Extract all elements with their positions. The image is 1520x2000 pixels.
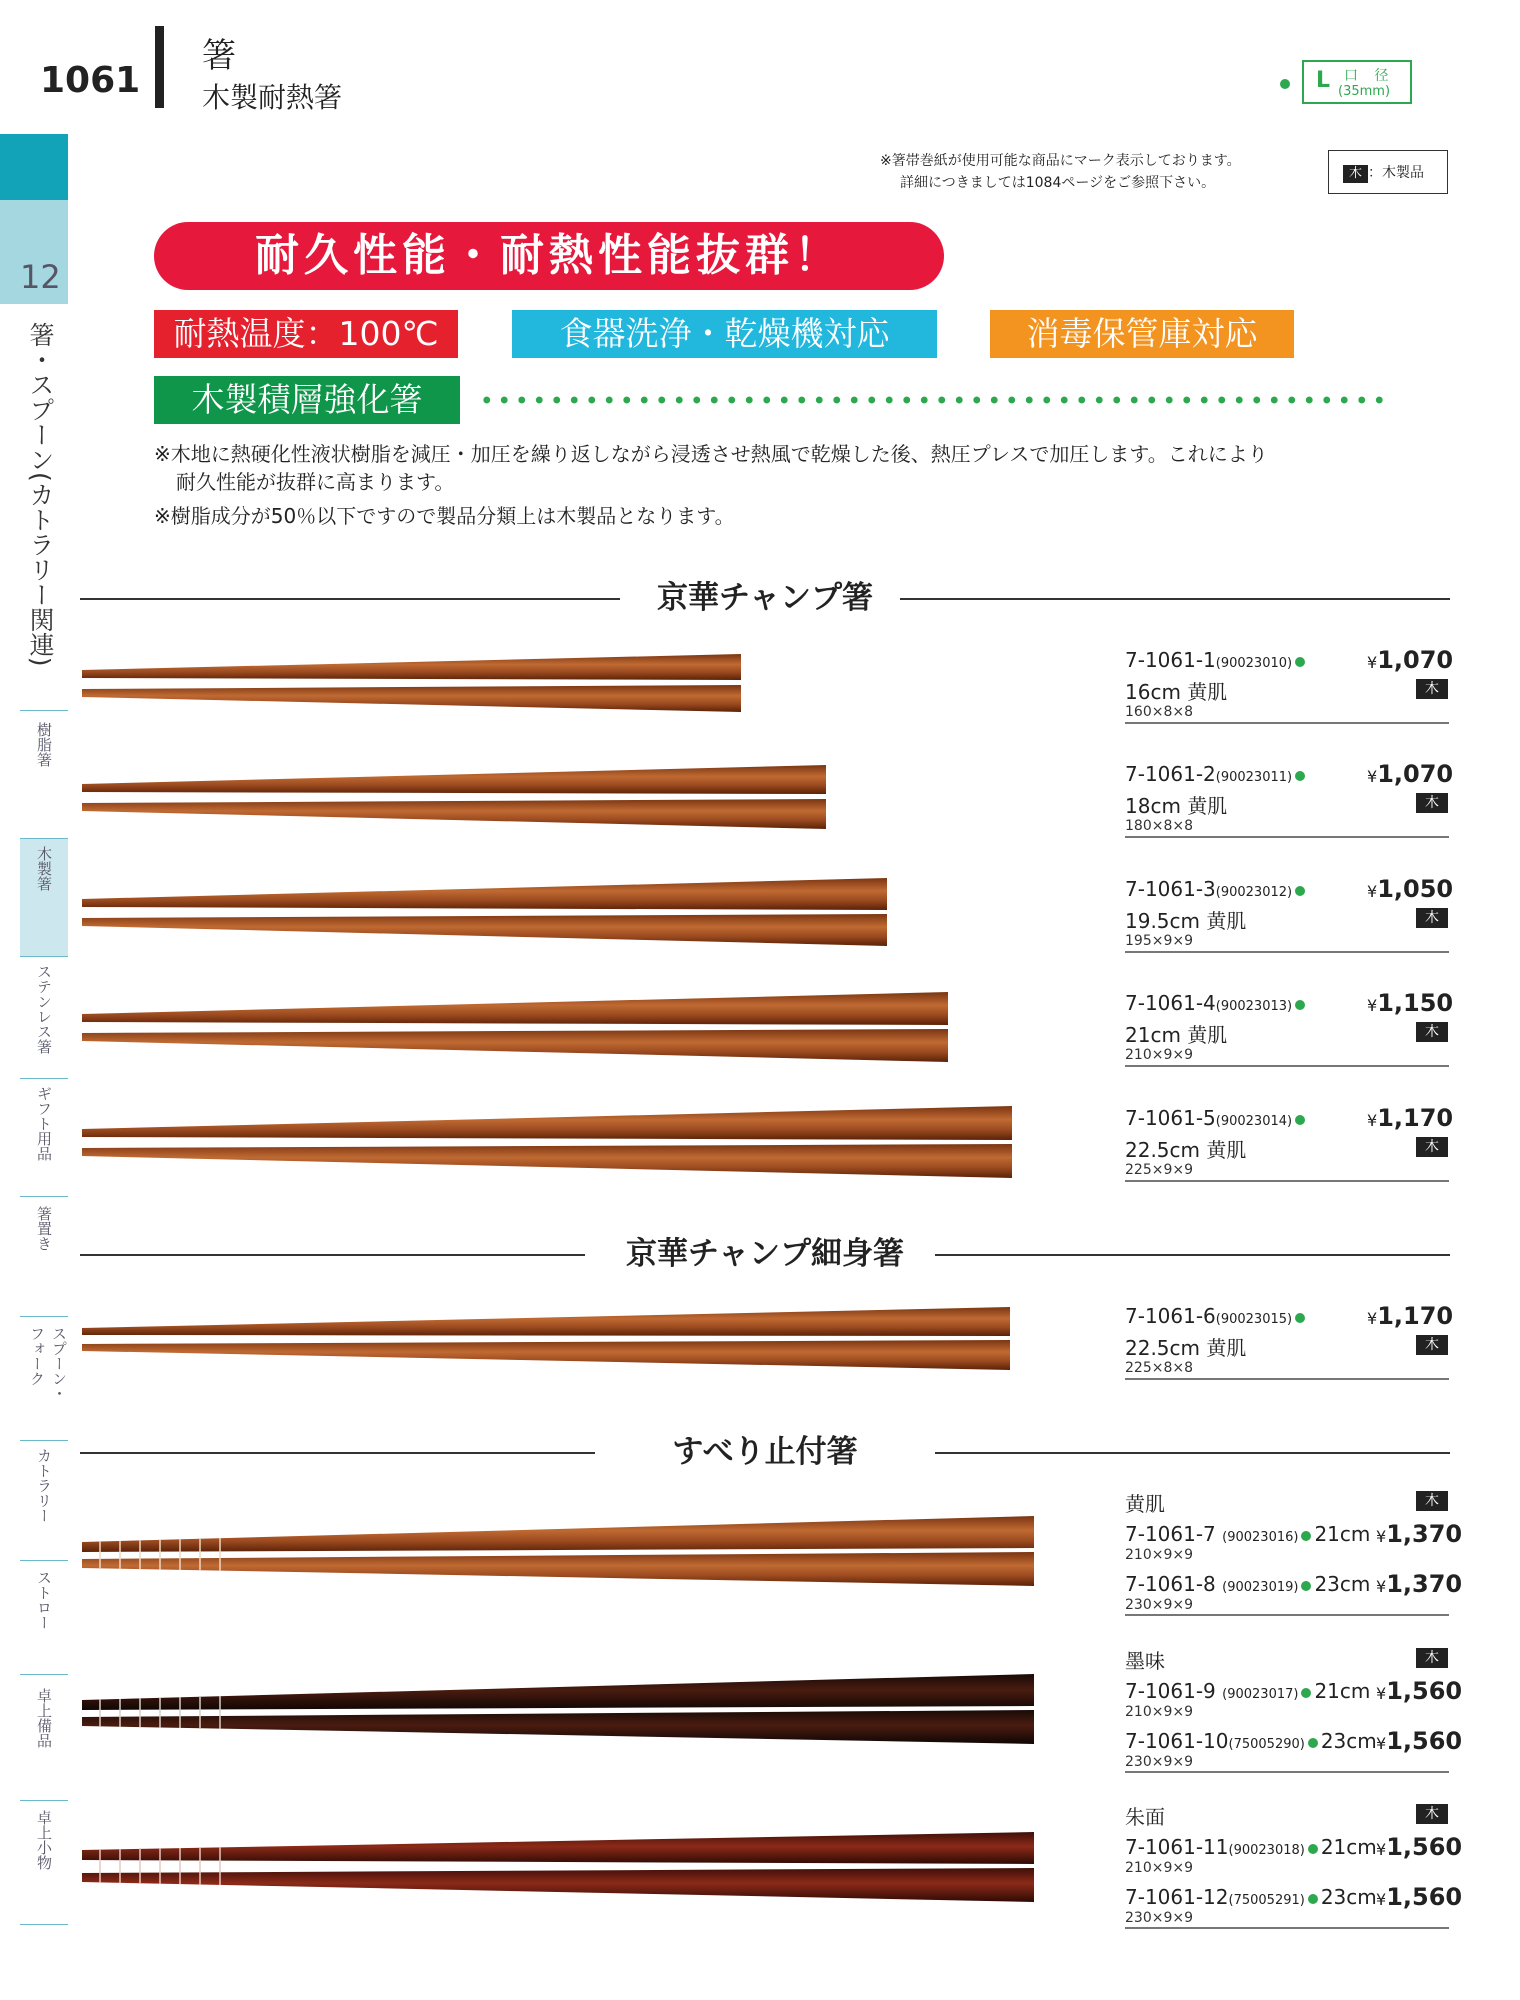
- product-size: 21cm: [1314, 1679, 1371, 1703]
- section-number: 12: [20, 258, 61, 296]
- jan-code: (75005291): [1228, 1893, 1305, 1908]
- jan-code: (90023012): [1215, 885, 1293, 900]
- product-code: 7-1061-8: [1125, 1572, 1216, 1596]
- product-rule: [1125, 951, 1449, 953]
- chopstick-pair-1: [82, 654, 741, 712]
- product-dims: 230×9×9: [1125, 1754, 1193, 1770]
- chopstick-pair-6: [82, 1307, 1010, 1370]
- product-rule: [1125, 722, 1449, 724]
- price: [1367, 1302, 1453, 1330]
- price: [1367, 875, 1453, 903]
- section-title-slim: 京華チャンプ細身箸: [625, 1236, 905, 1272]
- price: [1376, 1677, 1462, 1705]
- chopstick-pair-3: [82, 878, 887, 946]
- sidebar-item-stainless[interactable]: ステンレス箸: [35, 964, 53, 1054]
- yen-symbol: ¥: [1367, 1111, 1378, 1130]
- yen-symbol: ¥: [1367, 996, 1378, 1015]
- section-title-nonslip: すべり止付箸: [672, 1434, 858, 1470]
- chopstick-pair-5: [82, 1106, 1012, 1178]
- product-dims: 210×9×9: [1125, 1047, 1193, 1063]
- price-value: 1,560: [1386, 1833, 1463, 1861]
- wood-badge: 木: [1416, 1335, 1448, 1355]
- price-value: 1,170: [1377, 1104, 1454, 1132]
- product-code-row: [1125, 1729, 1377, 1753]
- product-code: 7-1061-4: [1125, 991, 1216, 1015]
- group-name: 朱面: [1125, 1805, 1165, 1829]
- wood-badge: 木: [1416, 1491, 1448, 1511]
- price: [1376, 1570, 1462, 1598]
- price: [1376, 1883, 1462, 1911]
- price-value: 1,170: [1377, 1302, 1454, 1330]
- product-dims: 210×9×9: [1125, 1860, 1193, 1876]
- jan-code: (90023015): [1215, 1312, 1293, 1327]
- wood-badge: 木: [1343, 165, 1368, 183]
- laminated-tag: 木製積層強化箸: [154, 376, 460, 424]
- jan-code: (90023013): [1215, 999, 1293, 1014]
- sidebar-item-resin[interactable]: 樹脂箸: [35, 722, 53, 767]
- chopstick-pair-8: [82, 1674, 1034, 1744]
- wood-badge: 木: [1416, 1648, 1448, 1668]
- jan-code: (90023010): [1215, 656, 1293, 671]
- wood-badge: 木: [1416, 793, 1448, 813]
- size-l-dot: [1295, 886, 1305, 896]
- sidebar-item-cutlery[interactable]: カトラリー: [35, 1448, 53, 1523]
- price-value: 1,150: [1377, 989, 1454, 1017]
- yen-symbol: ¥: [1376, 1684, 1387, 1703]
- product-dims: 210×9×9: [1125, 1547, 1193, 1563]
- wood-badge: 木: [1416, 908, 1448, 928]
- product-code-row: [1125, 877, 1308, 901]
- notice-line-2: 詳細につきましては1084ページをご参照下さい。: [900, 175, 1216, 191]
- wood-badge: 木: [1416, 679, 1448, 699]
- product-dims: 230×9×9: [1125, 1910, 1193, 1926]
- page-title: 箸: [202, 36, 236, 76]
- product-code: 7-1061-9: [1125, 1679, 1216, 1703]
- price: [1376, 1727, 1462, 1755]
- yen-symbol: ¥: [1367, 1309, 1378, 1328]
- price: [1367, 646, 1453, 674]
- wood-badge: 木: [1416, 1804, 1448, 1824]
- product-rule: [1125, 1614, 1449, 1616]
- chopstick-pair-7: [82, 1516, 1034, 1586]
- product-code: 7-1061-5: [1125, 1106, 1216, 1130]
- product-rule: [1125, 1927, 1449, 1929]
- sidebar-item-rest[interactable]: 箸置き: [35, 1206, 53, 1251]
- size-l-dot: [1308, 1844, 1318, 1854]
- sidebar-item-spoon[interactable]: スプーン・フォーク: [28, 1326, 68, 1401]
- sterilizer-tag: 消毒保管庫対応: [990, 310, 1294, 358]
- sidebar-item-wooden[interactable]: 木製箸: [35, 846, 53, 891]
- size-l-dot: [1301, 1531, 1311, 1541]
- price: [1376, 1833, 1462, 1861]
- price: [1367, 760, 1453, 788]
- description-line-3: ※樹脂成分が50％以下ですので製品分類上は木製品となります。: [154, 504, 735, 528]
- product-dims: 225×9×9: [1125, 1162, 1193, 1178]
- product-code-row: [1125, 1885, 1377, 1909]
- price-value: 1,050: [1377, 875, 1454, 903]
- feature-banner: 耐久性能・耐熱性能抜群！: [154, 222, 944, 290]
- product-code: 7-1061-12: [1125, 1885, 1229, 1909]
- sidebar-item-straw[interactable]: ストロー: [35, 1570, 53, 1630]
- product-code-row: [1125, 991, 1308, 1015]
- jan-code: (90023018): [1228, 1843, 1305, 1858]
- product-size: 21cm: [1314, 1522, 1371, 1546]
- product-dims: 160×8×8: [1125, 704, 1193, 720]
- size-l-mm: (35mm): [1338, 84, 1391, 99]
- product-code-row: [1125, 1572, 1370, 1596]
- product-dims: 210×9×9: [1125, 1704, 1193, 1720]
- chopstick-pair-4: [82, 992, 948, 1062]
- product-name: 21cm 黄肌: [1125, 1023, 1228, 1047]
- jan-code: (90023019): [1222, 1580, 1299, 1595]
- jan-code: (90023014): [1215, 1114, 1293, 1129]
- jan-code: (90023016): [1222, 1530, 1299, 1545]
- sidebar-item-gift[interactable]: ギフト用品: [35, 1086, 53, 1161]
- price-value: 1,370: [1386, 1520, 1463, 1548]
- sidebar-item-small[interactable]: 卓上小物: [35, 1810, 53, 1870]
- product-code-row: [1125, 1106, 1308, 1130]
- product-dims: 230×9×9: [1125, 1597, 1193, 1613]
- yen-symbol: ¥: [1376, 1840, 1387, 1859]
- product-name: 22.5cm 黄肌: [1125, 1138, 1247, 1162]
- product-size: 23cm: [1314, 1572, 1371, 1596]
- product-code: 7-1061-7: [1125, 1522, 1216, 1546]
- wood-badge: 木: [1416, 1137, 1448, 1157]
- product-code: 7-1061-1: [1125, 648, 1216, 672]
- size-l-letter: L: [1316, 68, 1331, 93]
- product-code: 7-1061-6: [1125, 1304, 1216, 1328]
- price-value: 1,070: [1377, 646, 1454, 674]
- product-name: 16cm 黄肌: [1125, 680, 1228, 704]
- yen-symbol: ¥: [1367, 882, 1378, 901]
- jan-code: (75005290): [1228, 1737, 1305, 1752]
- product-size: 23cm: [1320, 1885, 1377, 1909]
- size-l-dot: [1295, 1000, 1305, 1010]
- product-code-row: [1125, 1304, 1308, 1328]
- product-code-row: [1125, 1522, 1370, 1546]
- price: [1367, 1104, 1453, 1132]
- product-rule: [1125, 836, 1449, 838]
- price-value: 1,560: [1386, 1883, 1463, 1911]
- product-code: 7-1061-3: [1125, 877, 1216, 901]
- product-code: 7-1061-10: [1125, 1729, 1229, 1753]
- size-l-dot: [1301, 1688, 1311, 1698]
- product-dims: 225×8×8: [1125, 1360, 1193, 1376]
- product-size: 23cm: [1320, 1729, 1377, 1753]
- yen-symbol: ¥: [1376, 1527, 1387, 1546]
- section-header-slim: [80, 1234, 1450, 1274]
- size-l-dot: [1295, 657, 1305, 667]
- price: [1376, 1520, 1462, 1548]
- description-line-2: 耐久性能が抜群に高まります。: [176, 470, 455, 494]
- wood-badge: 木: [1416, 1022, 1448, 1042]
- price-value: 1,370: [1386, 1570, 1463, 1598]
- product-size: 21cm: [1320, 1835, 1377, 1859]
- main-category-label: 箸・スプーン(カトラリー関連): [26, 322, 55, 667]
- section-header-nonslip: [80, 1432, 1450, 1472]
- price: [1367, 989, 1453, 1017]
- page-number: 1061: [40, 60, 141, 101]
- product-rule: [1125, 1065, 1449, 1067]
- size-l-dot: [1295, 771, 1305, 781]
- product-code: 7-1061-11: [1125, 1835, 1229, 1859]
- product-rule: [1125, 1378, 1449, 1380]
- size-l-label: 口 径: [1344, 68, 1395, 84]
- jan-code: (90023017): [1222, 1687, 1299, 1702]
- wood-legend-text: ：木製品: [1368, 165, 1425, 181]
- group-name: 墨味: [1125, 1649, 1165, 1673]
- product-code-row: [1125, 762, 1308, 786]
- yen-symbol: ¥: [1367, 653, 1378, 672]
- chopstick-pair-9: [82, 1832, 1034, 1902]
- jan-code: (90023011): [1215, 770, 1293, 785]
- product-dims: 195×9×9: [1125, 933, 1193, 949]
- product-name: 19.5cm 黄肌: [1125, 909, 1247, 933]
- size-l-dot: [1308, 1894, 1318, 1904]
- product-code-row: [1125, 648, 1308, 672]
- chopstick-pair-2: [82, 765, 826, 829]
- section-header-champ: [80, 578, 1450, 618]
- price-value: 1,560: [1386, 1677, 1463, 1705]
- product-code-row: [1125, 1679, 1370, 1703]
- section-title-champ: 京華チャンプ箸: [656, 580, 874, 616]
- group-name: 黄肌: [1125, 1492, 1165, 1516]
- description-line-1: ※木地に熱硬化性液状樹脂を減圧・加圧を繰り返しながら浸透させ熱風で乾燥した後、熱圧プレスで加圧します。これにより: [154, 442, 1268, 466]
- yen-symbol: ¥: [1376, 1890, 1387, 1909]
- notice-line-1: ※箸帯巻紙が使用可能な商品にマーク表示しております。: [880, 153, 1241, 169]
- size-l-dot: [1301, 1581, 1311, 1591]
- yen-symbol: ¥: [1376, 1734, 1387, 1753]
- yen-symbol: ¥: [1367, 767, 1378, 786]
- product-code: 7-1061-2: [1125, 762, 1216, 786]
- product-dims: 180×8×8: [1125, 818, 1193, 834]
- product-name: 18cm 黄肌: [1125, 794, 1228, 818]
- yen-symbol: ¥: [1376, 1577, 1387, 1596]
- sidebar-item-table[interactable]: 卓上備品: [35, 1688, 53, 1748]
- price-value: 1,560: [1386, 1727, 1463, 1755]
- size-l-dot: [1295, 1115, 1305, 1125]
- dishwasher-tag: 食器洗浄・乾燥機対応: [512, 310, 937, 358]
- product-code-row: [1125, 1835, 1377, 1859]
- product-name: 22.5cm 黄肌: [1125, 1336, 1247, 1360]
- price-value: 1,070: [1377, 760, 1454, 788]
- size-l-dot: [1295, 1313, 1305, 1323]
- heat-resistance-tag: 耐熱温度：100℃: [154, 310, 458, 358]
- size-l-dot: [1308, 1738, 1318, 1748]
- product-rule: [1125, 1771, 1449, 1773]
- page-subtitle: 木製耐熱箸: [202, 81, 343, 114]
- product-rule: [1125, 1180, 1449, 1182]
